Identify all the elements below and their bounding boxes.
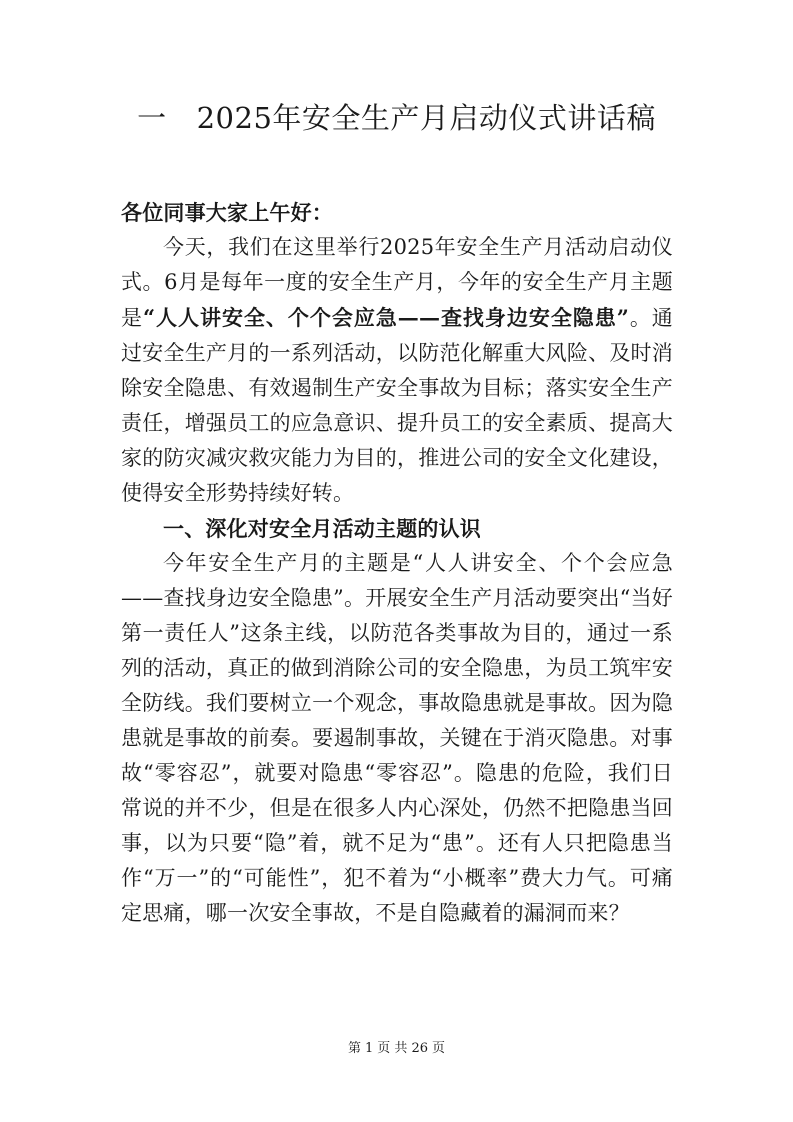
title-text: 2025年安全生产月启动仪式讲话稿 xyxy=(196,101,656,135)
paragraph-intro-theme: “人人讲安全、个个会应急——查找身边安全隐患” xyxy=(142,305,630,330)
footer-label-post: 页 xyxy=(431,1041,445,1056)
footer-page-total: 26 xyxy=(411,1041,428,1056)
page-footer xyxy=(0,1040,793,1058)
section-heading-1: 一、深化对安全月活动主题的认识 xyxy=(163,516,481,541)
paragraph-intro-lead: 今天，我们在这里举行2025年安全生产月活动启动仪式。6月是每年一度的安全生产月，今年的安全生产月主题是 xyxy=(121,235,673,330)
title-prefix: 一 xyxy=(137,101,167,135)
footer-label-mid: 页 共 xyxy=(377,1041,408,1056)
paragraph-intro-rest: 。通过安全生产月的一系列活动，以防范化解重大风险、及时消除安全隐患、有效遏制生产安全事故为目标；落实安全生产责任，增强员工的应急意识、提升员工的安全素质、提高大家的防灾减灾救灾能力为目的，推进公司的安全文化建设，使得安全形势持续好转。 xyxy=(121,306,673,505)
greeting: 各位同事大家上午好： xyxy=(121,200,333,225)
footer-label-pre: 第 xyxy=(348,1041,362,1056)
watermark-mark xyxy=(761,671,793,710)
document-body xyxy=(121,195,673,931)
paragraph-section-1: 今年安全生产月的主题是“人人讲安全、个个会应急——查找身边安全隐患”。开展安全生产月活动要突出“当好第一责任人”这条主线，以防范各类事故为目的，通过一系列的活动，真正的做到消除公司的安全隐患，为员工筑牢安全防线。我们要树立一个观念，事故隐患就是事故。因为隐患就是事故的前奏。要遏制事故，关键在于消灭隐患。对事故“零容忍”，就要对隐患“零容忍”。隐患的危险，我们日常说的并不少，但是在很多人内心深处，仍然不把隐患当回事，以为只要“隐”着，就不足为“患”。还有人只把隐患当作“万一”的“可能性”，犯不着为“小概率”费大力气。可痛定思痛，哪一次安全事故，不是自隐藏着的漏洞而来？ xyxy=(121,551,673,925)
paragraph-intro xyxy=(121,230,673,511)
footer-page-number: 1 xyxy=(365,1041,374,1056)
document-title xyxy=(0,98,793,138)
